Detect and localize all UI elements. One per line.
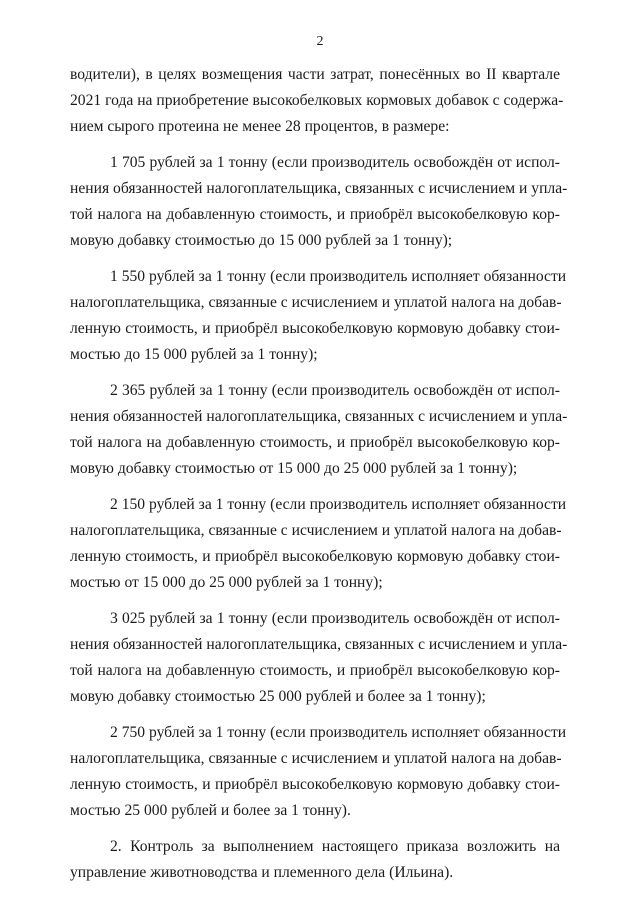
page-number: 2 bbox=[316, 34, 324, 49]
text-line: нием сырого протеина не менее 28 процентов, в размере: bbox=[70, 118, 450, 135]
text-line: 2. Контроль за выполнением настоящего приказа возложить на bbox=[110, 838, 560, 855]
text-line: мостью от 15 000 до 25 000 рублей за 1 тонну); bbox=[70, 574, 383, 591]
text-line: 2 150 рублей за 1 тонну (если производитель исполняет обязанности bbox=[110, 496, 567, 513]
paragraph bbox=[70, 378, 568, 482]
text-line: той налога на добавленную стоимость, и приобрёл высокобелковую кор- bbox=[70, 662, 560, 679]
text-line: 3 025 рублей за 1 тонну (если производитель освобождён от испол- bbox=[110, 610, 560, 627]
text-line: управление животноводства и племенного дела (Ильина). bbox=[70, 864, 454, 881]
text-line: мовую добавку стоимостью 25 000 рублей и более за 1 тонну); bbox=[70, 688, 486, 705]
text-line: мовую добавку стоимостью до 15 000 рублей за 1 тонну); bbox=[70, 232, 453, 249]
text-line: той налога на добавленную стоимость, и приобрёл высокобелковую кор- bbox=[70, 434, 560, 451]
text-line: мовую добавку стоимостью от 15 000 до 25 000 рублей за 1 тонну); bbox=[70, 460, 518, 477]
text-line: 2 365 рублей за 1 тонну (если производитель освобождён от испол- bbox=[110, 382, 560, 399]
text-line: 1 705 рублей за 1 тонну (если производитель освобождён от испол- bbox=[110, 154, 560, 171]
text-line: той налога на добавленную стоимость, и приобрёл высокобелковую кор- bbox=[70, 206, 560, 223]
text-line: 1 550 рублей за 1 тонну (если производитель исполняет обязанности bbox=[110, 268, 567, 285]
paragraph bbox=[70, 492, 567, 596]
paragraph bbox=[70, 264, 567, 368]
paragraph bbox=[70, 834, 560, 886]
text-line: водители), в целях возмещения части затрат, понесённых во II квартале bbox=[70, 66, 560, 83]
text-line: налогоплательщика, связанные с исчислением и уплатой налога на добав- bbox=[70, 294, 562, 311]
paragraph bbox=[70, 150, 568, 254]
text-line: 2 750 рублей за 1 тонну (если производитель исполняет обязанности bbox=[110, 724, 567, 741]
text-line: налогоплательщика, связанные с исчислением и уплатой налога на добав- bbox=[70, 522, 562, 539]
text-line: нения обязанностей налогоплательщика, связанных с исчислением и упла- bbox=[70, 180, 568, 197]
text-line: 2021 года на приобретение высокобелковых кормовых добавок с содержа- bbox=[70, 92, 564, 109]
document-body bbox=[70, 62, 568, 886]
text-line: нения обязанностей налогоплательщика, связанных с исчислением и упла- bbox=[70, 408, 568, 425]
paragraph bbox=[70, 62, 564, 140]
text-line: нения обязанностей налогоплательщика, связанных с исчислением и упла- bbox=[70, 636, 568, 653]
text-line: ленную стоимость, и приобрёл высокобелковую кормовую добавку стои- bbox=[70, 320, 560, 337]
paragraph bbox=[70, 720, 567, 824]
text-line: мостью 25 000 рублей и более за 1 тонну). bbox=[70, 802, 351, 819]
text-line: мостью до 15 000 рублей за 1 тонну); bbox=[70, 346, 318, 363]
text-line: ленную стоимость, и приобрёл высокобелковую кормовую добавку стои- bbox=[70, 776, 560, 793]
text-line: ленную стоимость, и приобрёл высокобелковую кормовую добавку стои- bbox=[70, 548, 560, 565]
text-line: налогоплательщика, связанные с исчислением и уплатой налога на добав- bbox=[70, 750, 562, 767]
paragraph bbox=[70, 606, 568, 710]
